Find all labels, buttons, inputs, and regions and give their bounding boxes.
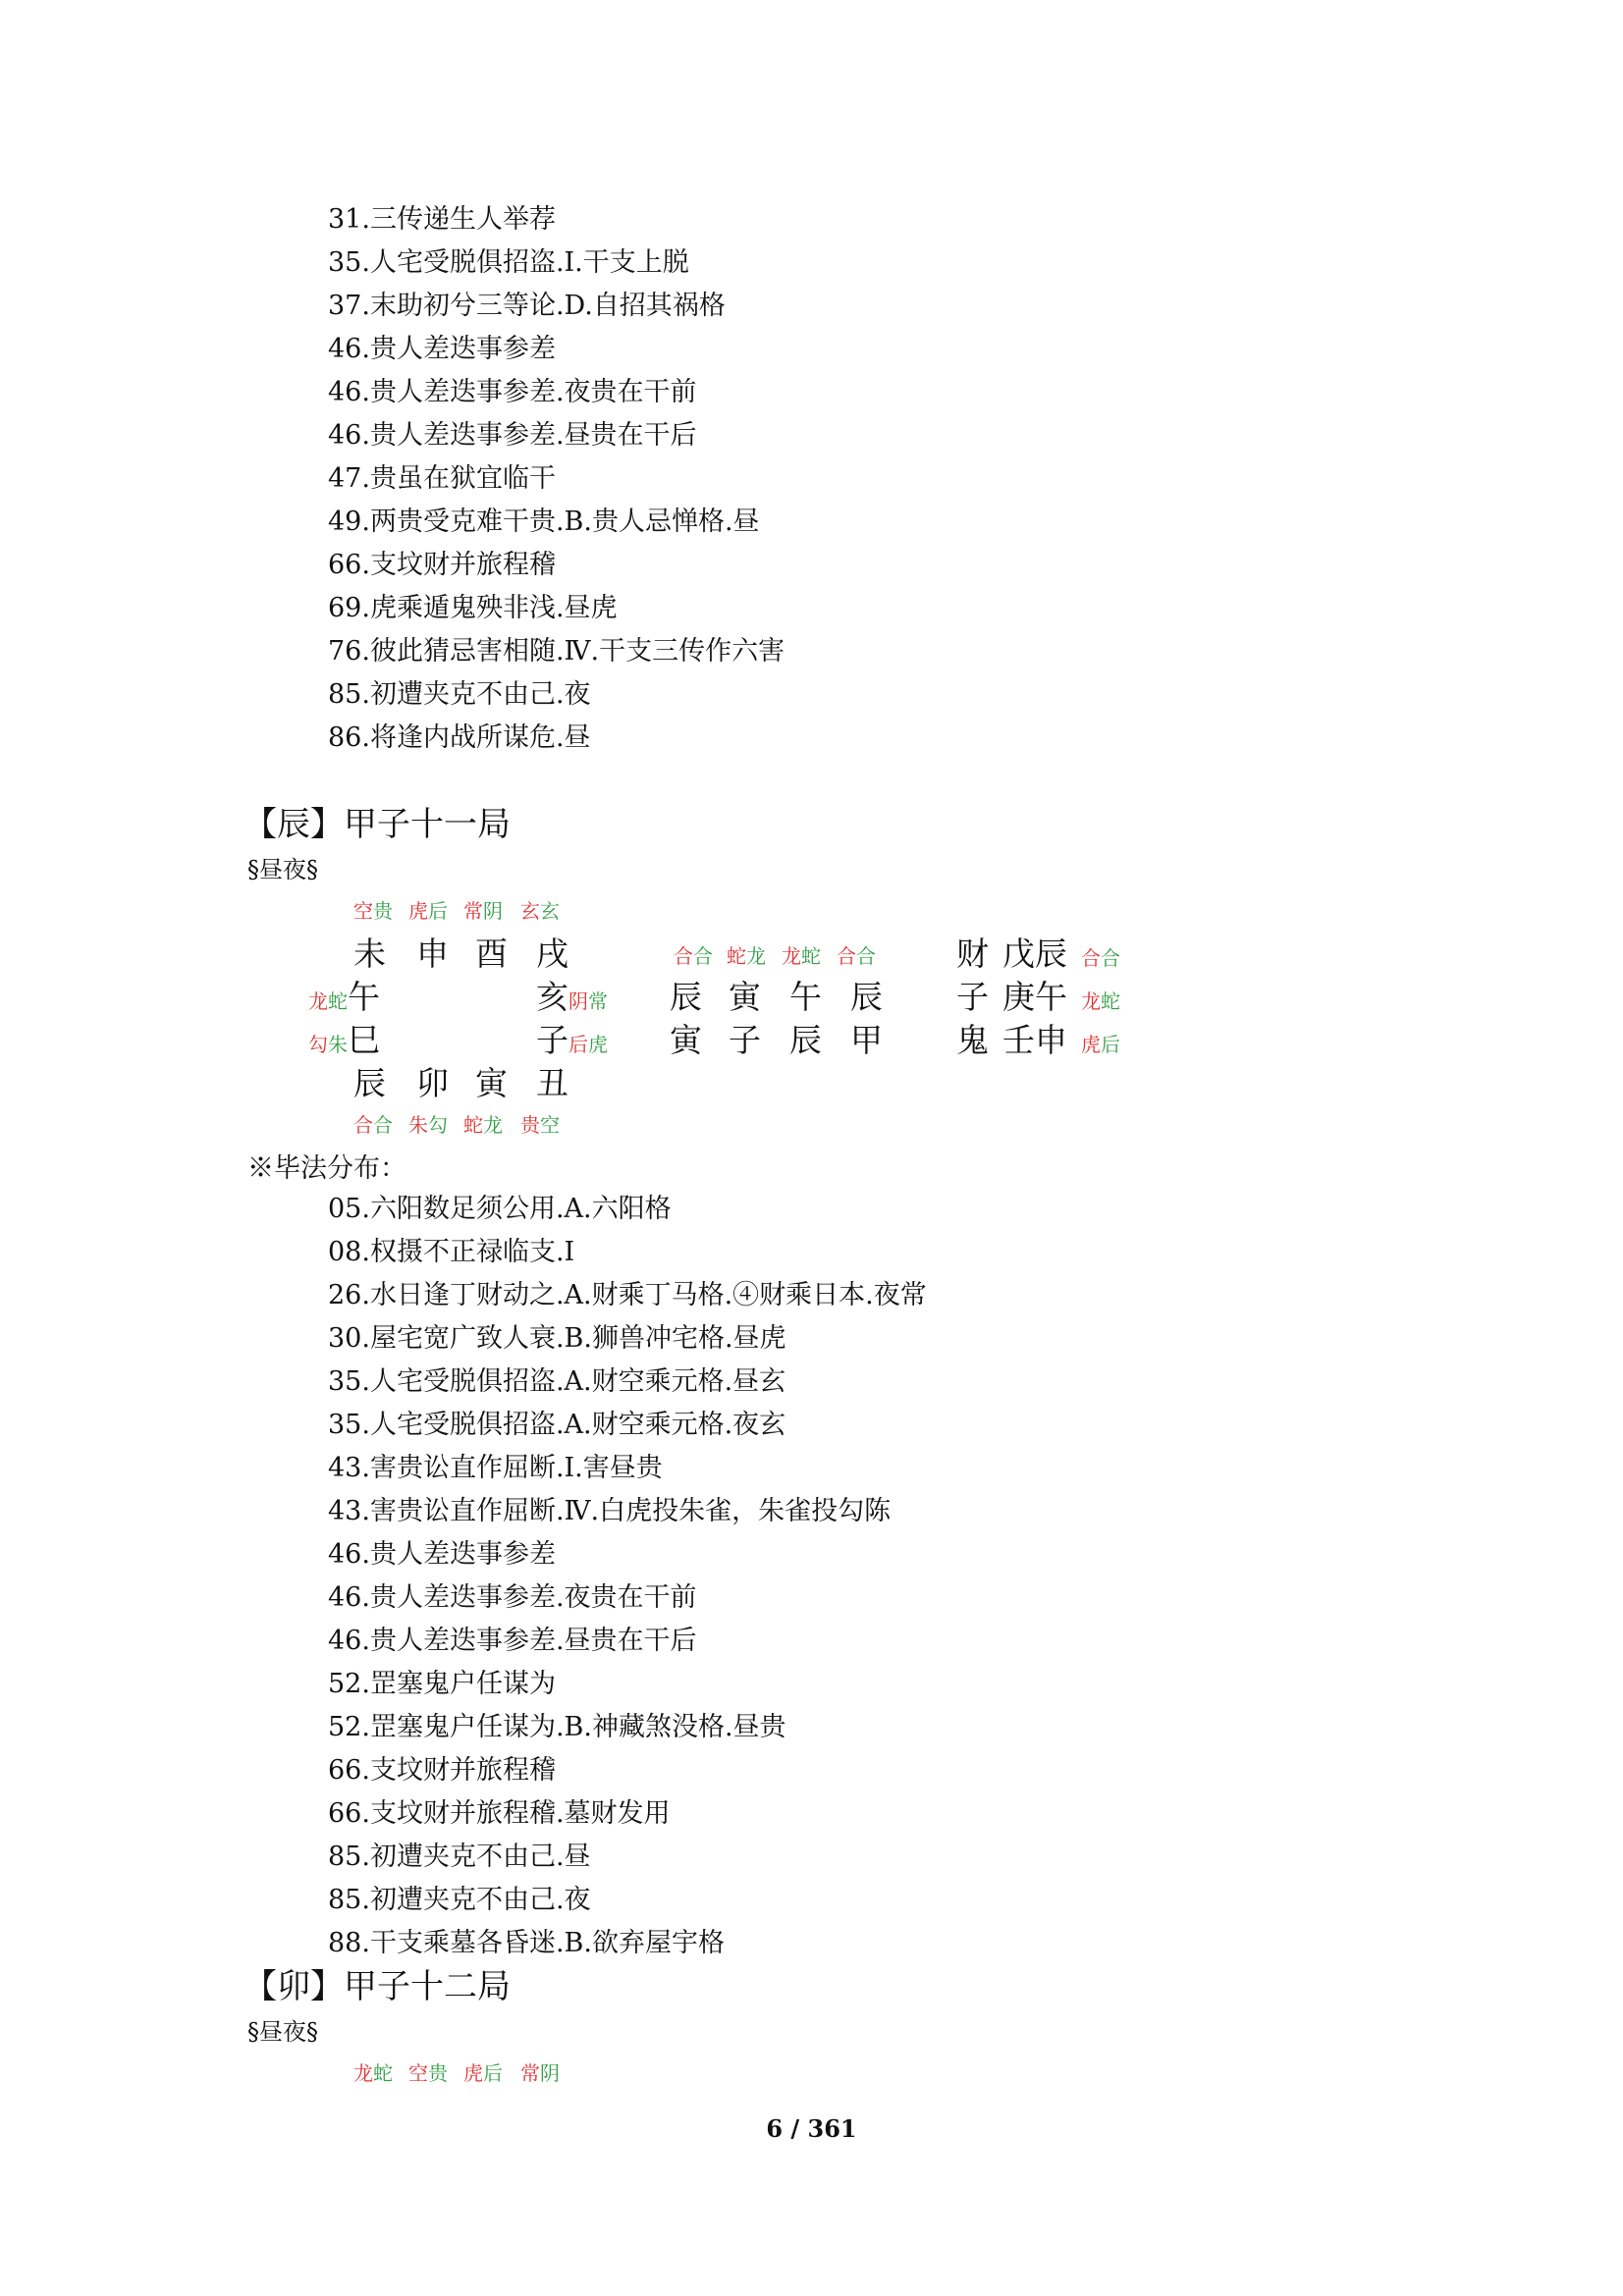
plate-right-mid: 亥阴常 — [536, 978, 608, 1016]
label-pair: 虎后 — [408, 899, 448, 923]
label-pair: 空贵 — [353, 899, 393, 923]
page-number: 6 / 361 — [766, 2114, 857, 2143]
branch-char: 酉 — [475, 934, 508, 973]
list-item: 52.罡塞鬼户任谋为 — [328, 1669, 556, 1699]
list-item: 43.害贵讼直作屈断.Ⅰ.害昼贵 — [328, 1453, 663, 1483]
list-item: 35.人宅受脱俱招盗.Ⅰ.干支上脱 — [328, 247, 689, 278]
list-item: 35.人宅受脱俱招盗.A.财空乘元格.昼玄 — [328, 1366, 786, 1397]
list-item: 85.初遭夹克不由己.夜 — [328, 679, 591, 710]
plate-right-low: 子后虎 — [536, 1021, 608, 1059]
list-item: 69.虎乘遁鬼殃非浅.昼虎 — [328, 593, 618, 623]
section-subheading: §昼夜§ — [247, 2018, 318, 2046]
chuan-row: 子 庚午 龙蛇 — [956, 978, 1120, 1016]
chuan-row: 鬼 壬申 虎后 — [956, 1021, 1120, 1059]
label-pair: 常阴 — [463, 899, 503, 923]
branch-char: 寅 — [475, 1064, 508, 1102]
label-pair: 合合 — [674, 944, 713, 968]
ke-char: 辰 — [789, 1021, 822, 1059]
list-item: 26.水日逢丁财动之.A.财乘丁马格.④财乘日本.夜常 — [328, 1280, 927, 1310]
list-item: 85.初遭夹克不由己.夜 — [328, 1885, 591, 1915]
ke-char: 辰 — [850, 978, 883, 1016]
label-pair: 常阴 — [520, 2061, 560, 2085]
label-pair: 虎后 — [463, 2061, 503, 2085]
ke-char: 子 — [729, 1021, 761, 1059]
list-item: 05.六阳数足须公用.A.六阳格 — [328, 1194, 672, 1224]
section-subheading: §昼夜§ — [247, 856, 318, 883]
branch-char: 未 — [353, 934, 386, 973]
list-item: 47.贵虽在狱宜临干 — [328, 463, 556, 494]
ke-char: 寅 — [729, 978, 761, 1016]
note-heading: ※毕法分布： — [247, 1153, 406, 1184]
list-item: 46.贵人差迭事参差.昼贵在干后 — [328, 420, 697, 451]
section-heading: 【卯】甲子十二局 — [243, 1967, 511, 2006]
list-item: 46.贵人差迭事参差.夜贵在干前 — [328, 1582, 697, 1613]
list-item: 35.人宅受脱俱招盗.A.财空乘元格.夜玄 — [328, 1410, 786, 1440]
list-item: 43.害贵讼直作屈断.Ⅳ.白虎投朱雀，朱雀投勾陈 — [328, 1496, 892, 1526]
plate-left-low: 勾朱巳 — [308, 1021, 380, 1059]
list-item: 46.贵人差迭事参差.夜贵在干前 — [328, 377, 697, 407]
label-pair: 蛇龙 — [463, 1113, 503, 1137]
list-item: 85.初遭夹克不由己.昼 — [328, 1842, 591, 1872]
list-item: 46.贵人差迭事参差 — [328, 1539, 556, 1570]
label-pair: 合合 — [353, 1113, 393, 1137]
branch-char: 辰 — [353, 1064, 386, 1102]
branch-char: 卯 — [416, 1064, 449, 1102]
ke-char: 午 — [789, 978, 822, 1016]
branch-char: 戌 — [536, 934, 568, 973]
branch-char: 丑 — [536, 1064, 568, 1102]
list-item: 66.支坟财并旅程稽.墓财发用 — [328, 1798, 671, 1829]
list-item: 49.两贵受克难干贵.B.贵人忌惮格.昼 — [328, 507, 760, 537]
list-item: 66.支坟财并旅程稽 — [328, 550, 556, 580]
label-pair: 玄玄 — [520, 899, 560, 923]
label-pair: 龙蛇 — [353, 2061, 393, 2085]
ke-char: 辰 — [670, 978, 702, 1016]
list-item: 88.干支乘墓各昏迷.B.欲弃屋宇格 — [328, 1928, 725, 1958]
label-pair: 龙蛇 — [782, 944, 821, 968]
list-item: 52.罡塞鬼户任谋为.B.神藏煞没格.昼贵 — [328, 1712, 786, 1742]
chuan-row: 财 戊辰 合合 — [956, 934, 1120, 973]
list-item: 76.彼此猜忌害相随.Ⅳ.干支三传作六害 — [328, 636, 785, 667]
list-item: 46.贵人差迭事参差.昼贵在干后 — [328, 1626, 697, 1656]
list-item: 08.权摄不正禄临支.Ⅰ — [328, 1237, 575, 1267]
label-pair: 空贵 — [408, 2061, 448, 2085]
label-pair: 蛇龙 — [727, 944, 766, 968]
list-item: 31.三传递生人举荐 — [328, 204, 556, 235]
ke-char: 寅 — [670, 1021, 702, 1059]
section-heading: 【辰】甲子十一局 — [243, 805, 511, 844]
ke-char: 甲 — [850, 1021, 883, 1059]
list-item: 30.屋宅宽广致人衰.B.狮兽冲宅格.昼虎 — [328, 1323, 786, 1354]
list-item: 37.末助初兮三等论.D.自招其祸格 — [328, 291, 726, 321]
list-item: 46.贵人差迭事参差 — [328, 334, 556, 364]
branch-char: 申 — [416, 934, 449, 973]
list-item: 86.将逢内战所谋危.昼 — [328, 722, 591, 753]
label-pair: 合合 — [837, 944, 876, 968]
list-item: 66.支坟财并旅程稽 — [328, 1755, 556, 1786]
label-pair: 贵空 — [520, 1113, 560, 1137]
plate-left-mid: 龙蛇午 — [308, 978, 380, 1016]
label-pair: 朱勾 — [408, 1113, 448, 1137]
